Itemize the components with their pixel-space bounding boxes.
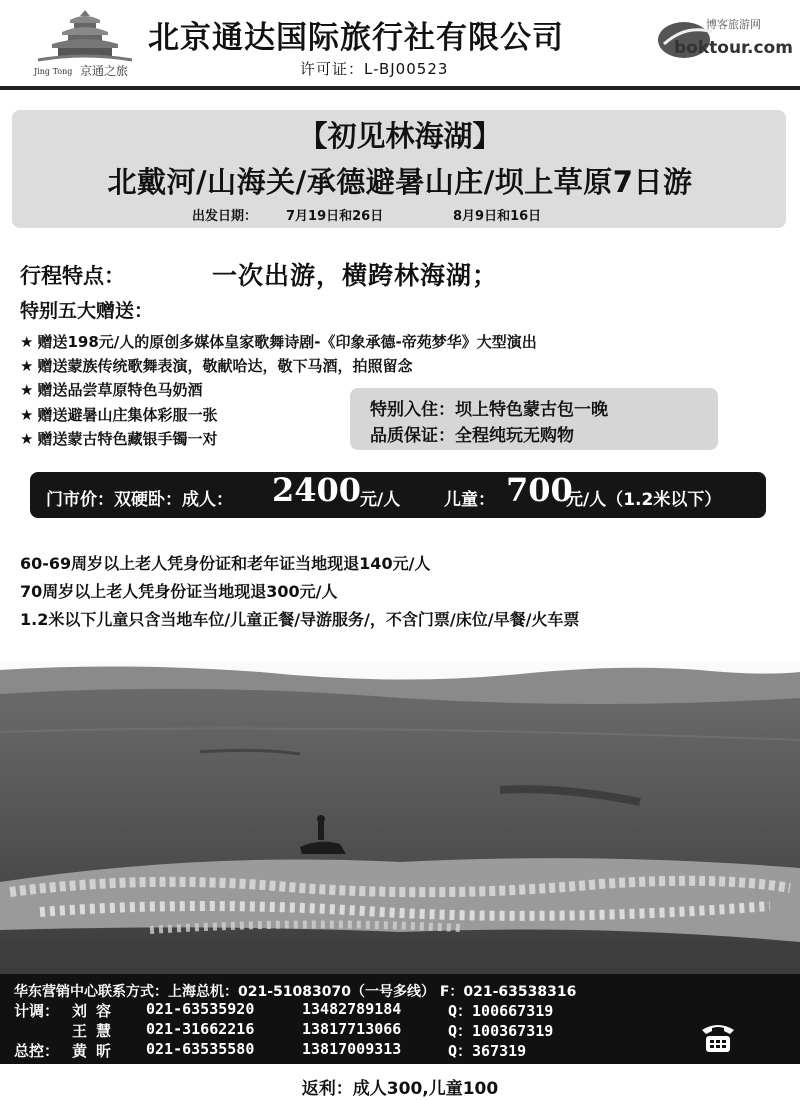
departure-dates-august: 8月9日和16日 — [453, 209, 542, 224]
contact-name: 刘 容 — [72, 1002, 112, 1020]
gifts-title: 特别五大赠送： — [20, 300, 154, 322]
tour-route: 北戴河/山海关/承德避暑山庄/坝上草原7日游 — [107, 165, 693, 199]
features-label: 行程特点： — [20, 264, 125, 288]
adult-price-unit: 元/人 — [360, 490, 401, 510]
child-price: 700 — [506, 471, 573, 509]
grassland-sheep-photo — [0, 662, 800, 974]
gift-item: ★ 赠送198元/人的原创多媒体皇家歌舞诗剧-《印象承德-帝苑梦华》大型演出 — [20, 333, 537, 351]
contact-header: 华东营销中心联系方式：上海总机：021-51083070（一号多线） F：021-63538316 — [14, 984, 577, 1000]
contact-mobile: 13482789184 — [302, 1000, 402, 1018]
senior-discount-note: 60-69周岁以上老人凭身份证和老年证当地现退140元/人 — [20, 554, 431, 573]
contact-name: 黄 昕 — [72, 1042, 112, 1060]
gift-item: ★ 赠送品尝草原特色马奶酒 — [20, 381, 203, 399]
gift-item: ★ 赠送避暑山庄集体彩服一张 — [20, 406, 218, 424]
contact-tel: 021-63535920 — [146, 1000, 255, 1018]
boktour-logo-url: boktour.com — [674, 38, 793, 58]
price-label: 门市价：双硬卧：成人： — [46, 490, 233, 510]
child-price-unit: 元/人（1.2米以下） — [566, 490, 722, 510]
contact-qq: Q：100667319 — [448, 1002, 554, 1020]
contact-tel: 021-31662216 — [146, 1020, 255, 1038]
special-stay: 特别入住：坝上特色蒙古包一晚 — [370, 400, 608, 420]
contact-mobile: 13817009313 — [302, 1040, 402, 1058]
child-price-label: 儿童： — [444, 490, 495, 510]
star-icon: ★ — [20, 333, 34, 351]
logo-caption: Jing Tong — [34, 67, 73, 76]
gift-item: ★ 赠送蒙族传统歌舞表演，敬献哈达，敬下马酒，拍照留念 — [20, 357, 413, 375]
star-icon: ★ — [20, 430, 34, 448]
contact-name: 王 慧 — [72, 1022, 112, 1040]
contact-tel: 021-63535580 — [146, 1040, 255, 1058]
company-name: 北京通达国际旅行社有限公司 — [148, 20, 564, 56]
header-divider — [0, 86, 800, 90]
star-icon: ★ — [20, 406, 34, 424]
rebate-text: 返利：成人300,儿童100 — [301, 1079, 499, 1099]
gift-item: ★ 赠送蒙古特色藏银手镯一对 — [20, 430, 218, 448]
boktour-logo-top: 博客旅游网 — [706, 18, 761, 31]
tour-title: 【初见林海湖】 — [298, 119, 502, 153]
svg-text:京通之旅: 京通之旅 — [80, 64, 129, 78]
quality-guarantee: 品质保证：全程纯玩无购物 — [370, 426, 574, 446]
license-number: 许可证：L-BJ00523 — [300, 60, 449, 78]
adult-price: 2400 — [272, 471, 362, 509]
temple-of-heaven-logo — [30, 8, 140, 80]
features-text: 一次出游，横跨林海湖； — [212, 261, 499, 290]
star-icon: ★ — [20, 381, 34, 399]
contact-role: 总控： — [14, 1042, 60, 1060]
departure-label: 出发日期： — [192, 209, 258, 224]
senior-discount-note: 70周岁以上老人凭身份证当地现退300元/人 — [20, 582, 338, 601]
contact-qq: Q：100367319 — [448, 1022, 554, 1040]
departure-dates-july: 7月19日和26日 — [286, 209, 384, 224]
boktour-logo — [656, 14, 793, 62]
contact-mobile: 13817713066 — [302, 1020, 402, 1038]
contact-role: 计调： — [14, 1002, 60, 1020]
telephone-icon — [700, 1020, 736, 1054]
star-icon: ★ — [20, 357, 34, 375]
child-policy-note: 1.2米以下儿童只含当地车位/儿童正餐/导游服务/，不含门票/床位/早餐/火车票 — [20, 610, 580, 629]
contact-qq: Q：367319 — [448, 1042, 527, 1060]
